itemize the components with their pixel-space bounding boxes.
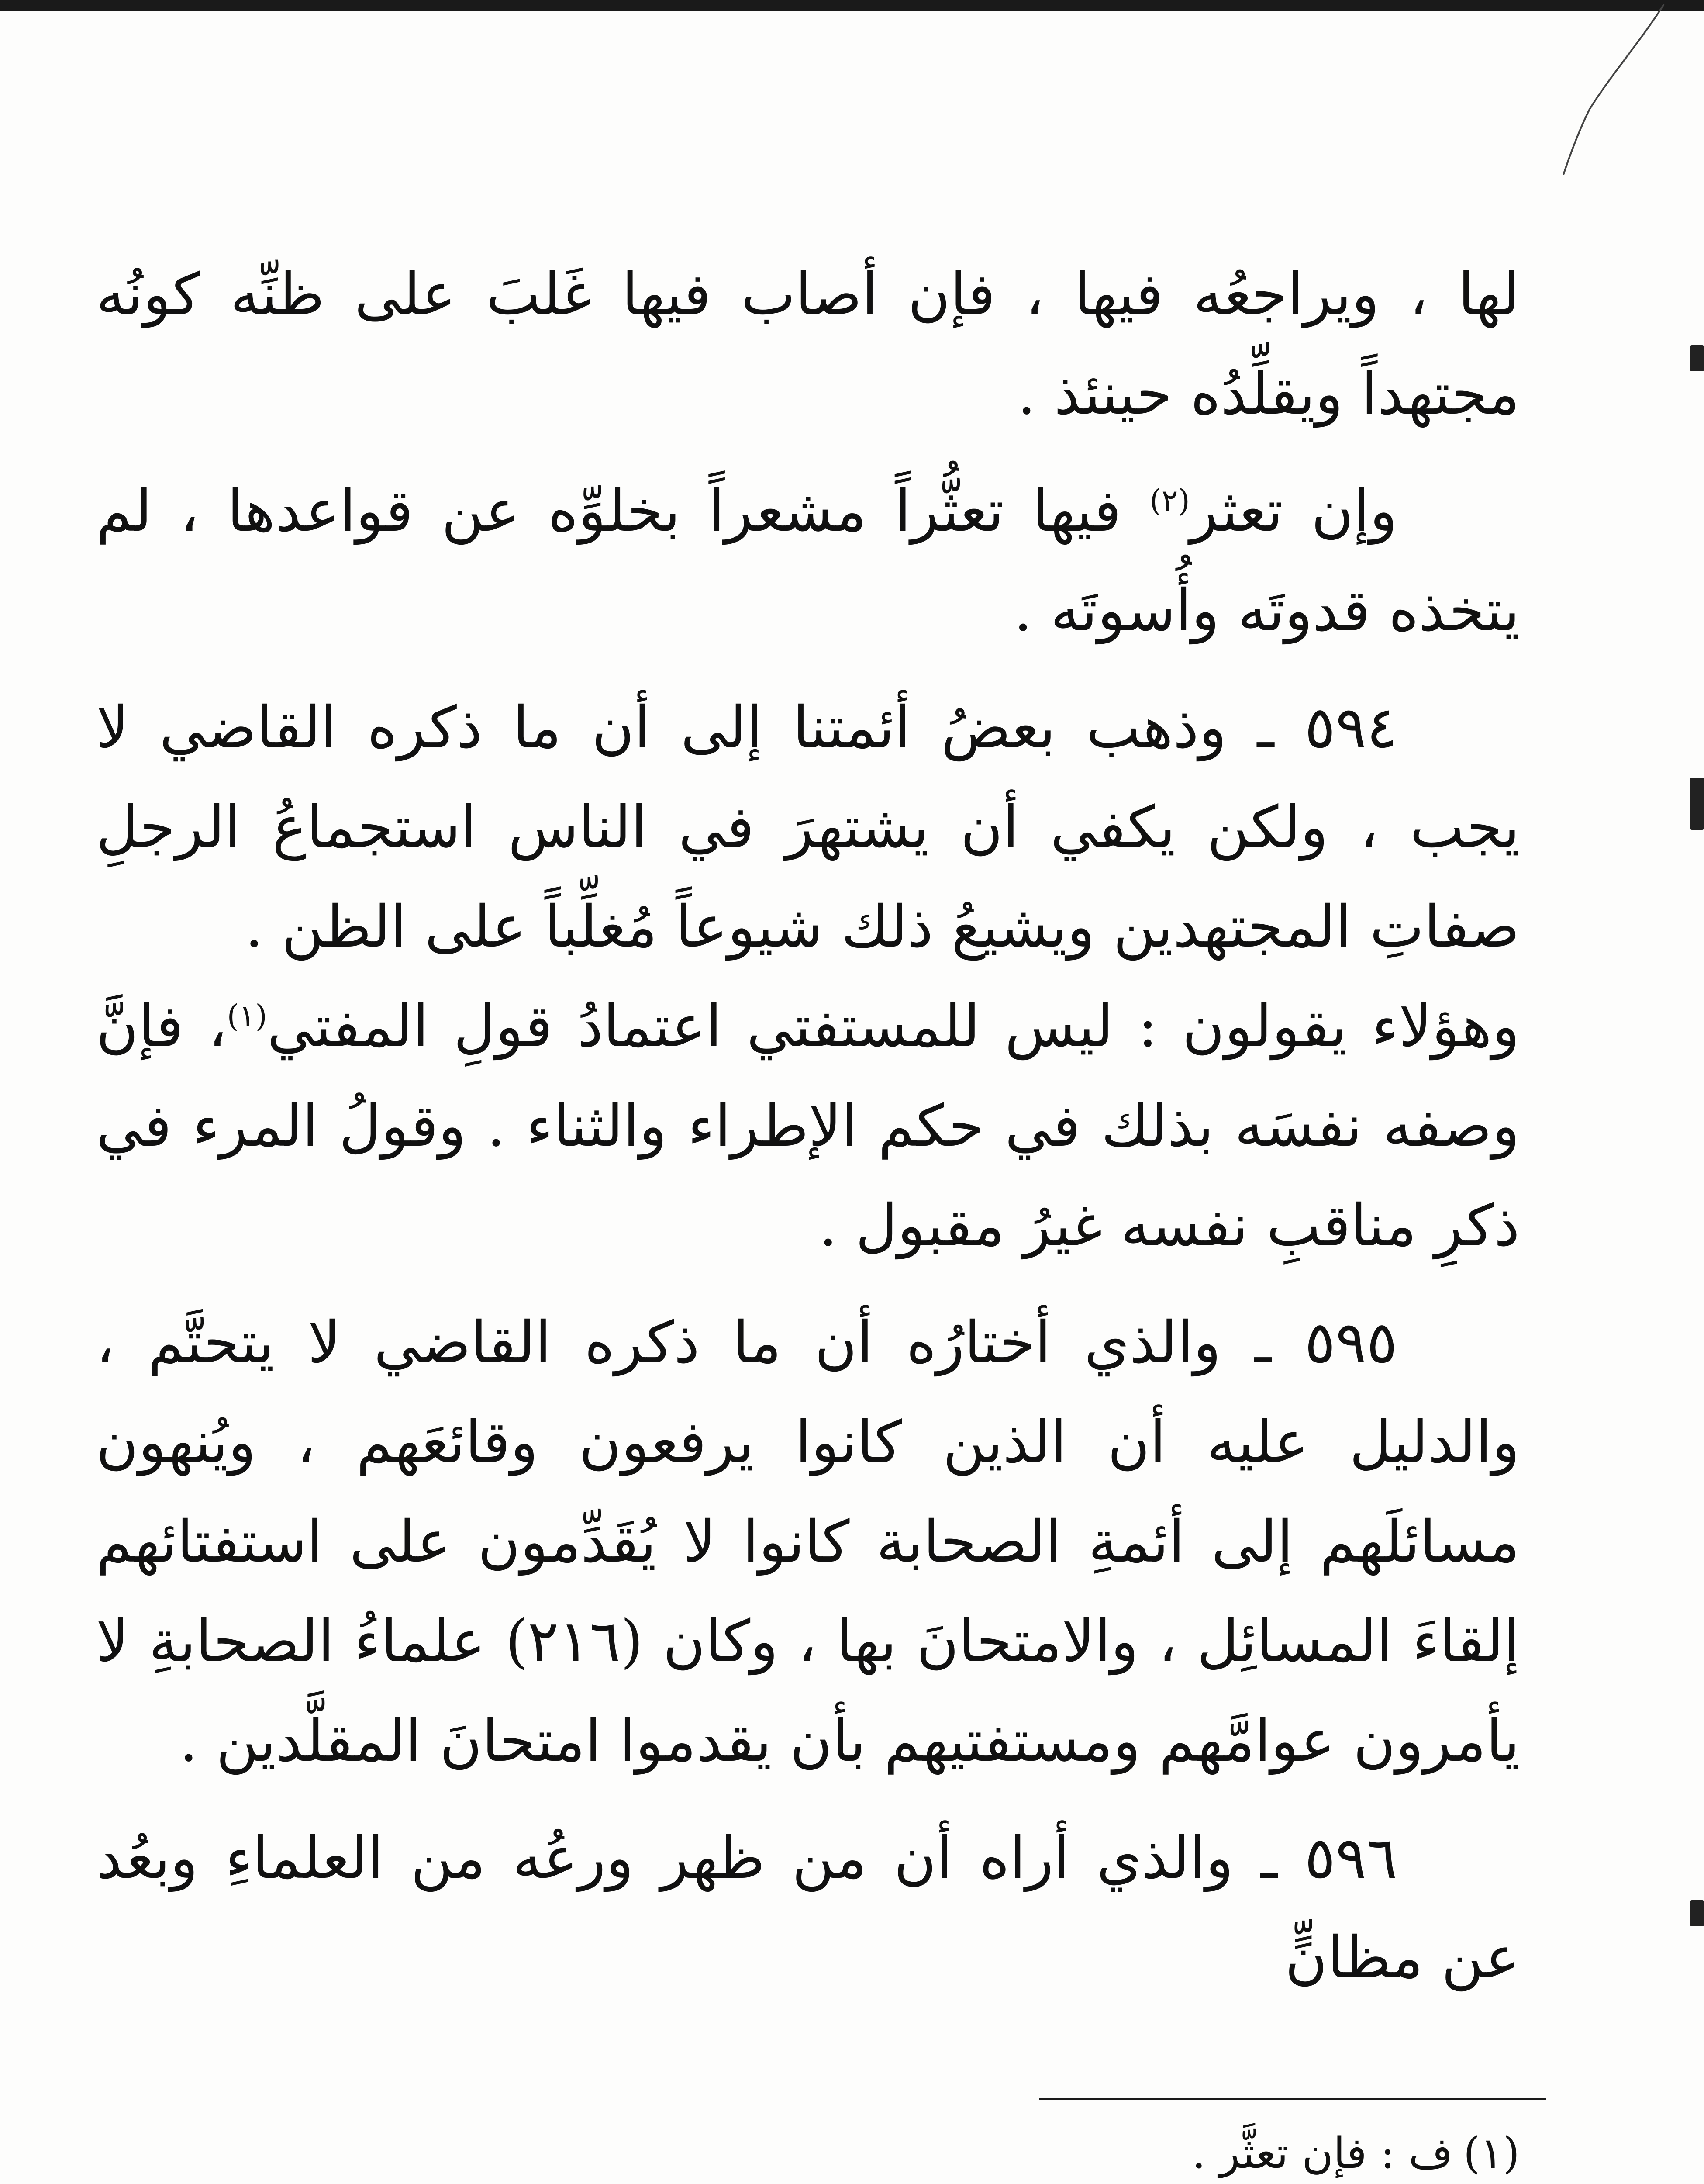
footnote-1 [183,2110,1520,2184]
paragraph-opinion-text-start: وهؤلاء يقولون : ليس للمستفتي اعتمادُ قولِ المفتي [267,993,1520,1060]
scan-pen-stroke [1537,0,1668,183]
paragraph-opinion [96,977,1520,1275]
footnote-ref-1: (١) [227,998,267,1034]
top-border-rule [0,0,1704,11]
paragraph-1: لها ، ويراجعُه فيها ، فإن أصاب فيها غَلبَ على ظنِّه كونُه مجتهداً ويقلِّدُه حينئذ . [96,261,1520,428]
scan-edge-mark [1690,1900,1704,1926]
paragraph-2-text-end: فيها تعثُّراً مشعراً بخلوِّه عن قواعدها ، لم يتخذه قدوتَه وأُسوتَه . [96,477,1520,644]
footnote-ref-2: (٢) [1149,483,1190,518]
paragraph-opinion-text-end: ، فإنَّ وصفه نفسَه بذلك في حكم الإطراء والثناء . وقولُ المرء في ذكرِ مناقبِ نفسه غيرُ مقبول . [96,993,1520,1259]
paragraph-595: ٥٩٥ ـ والذي أختارُه أن ما ذكره القاضي لا يتحتَّم ، والدليل عليه أن الذين كانوا يرفعون وقائعَهم ، ويُنهون مسائلَهم إلى أئمةِ الصحابة كانوا لا يُقَدِّمون على استفتائهم إلقاءَ المسائِل ، والامتحانَ بها ، وكان (٢١٦) علماءُ الصحابةِ لا يأمرون عوامَّهم ومستفتيهم بأن يقدموا امتحانَ المقلَّدين . [96,1309,1520,1775]
scan-edge-mark [1690,778,1704,830]
footnote-separator [1039,2098,1546,2100]
footnote-text: ف : فإن تعثَّر . [1192,2129,1453,2178]
footnotes [183,2110,1520,2184]
scan-edge-mark [1690,345,1704,371]
paragraph-2 [96,461,1520,660]
paragraph-2-text-start: وإن تعثر [1190,477,1397,545]
paragraph-596: ٥٩٦ ـ والذي أراه أن من ظهر ورعُه من العلماءِ وبعُد عن مظانٍّ [96,1825,1520,1991]
main-text [96,245,1520,2025]
footnote-number: (١) [1463,2129,1520,2178]
paragraph-594: ٥٩٤ ـ وذهب بعضُ أئمتنا إلى أن ما ذكره القاضي لا يجب ، ولكن يكفي أن يشتهرَ في الناس استجماعُ الرجلِ صفاتِ المجتهدين ويشيعُ ذلك شيوعاً مُغلِّباً على الظن . [96,694,1520,961]
